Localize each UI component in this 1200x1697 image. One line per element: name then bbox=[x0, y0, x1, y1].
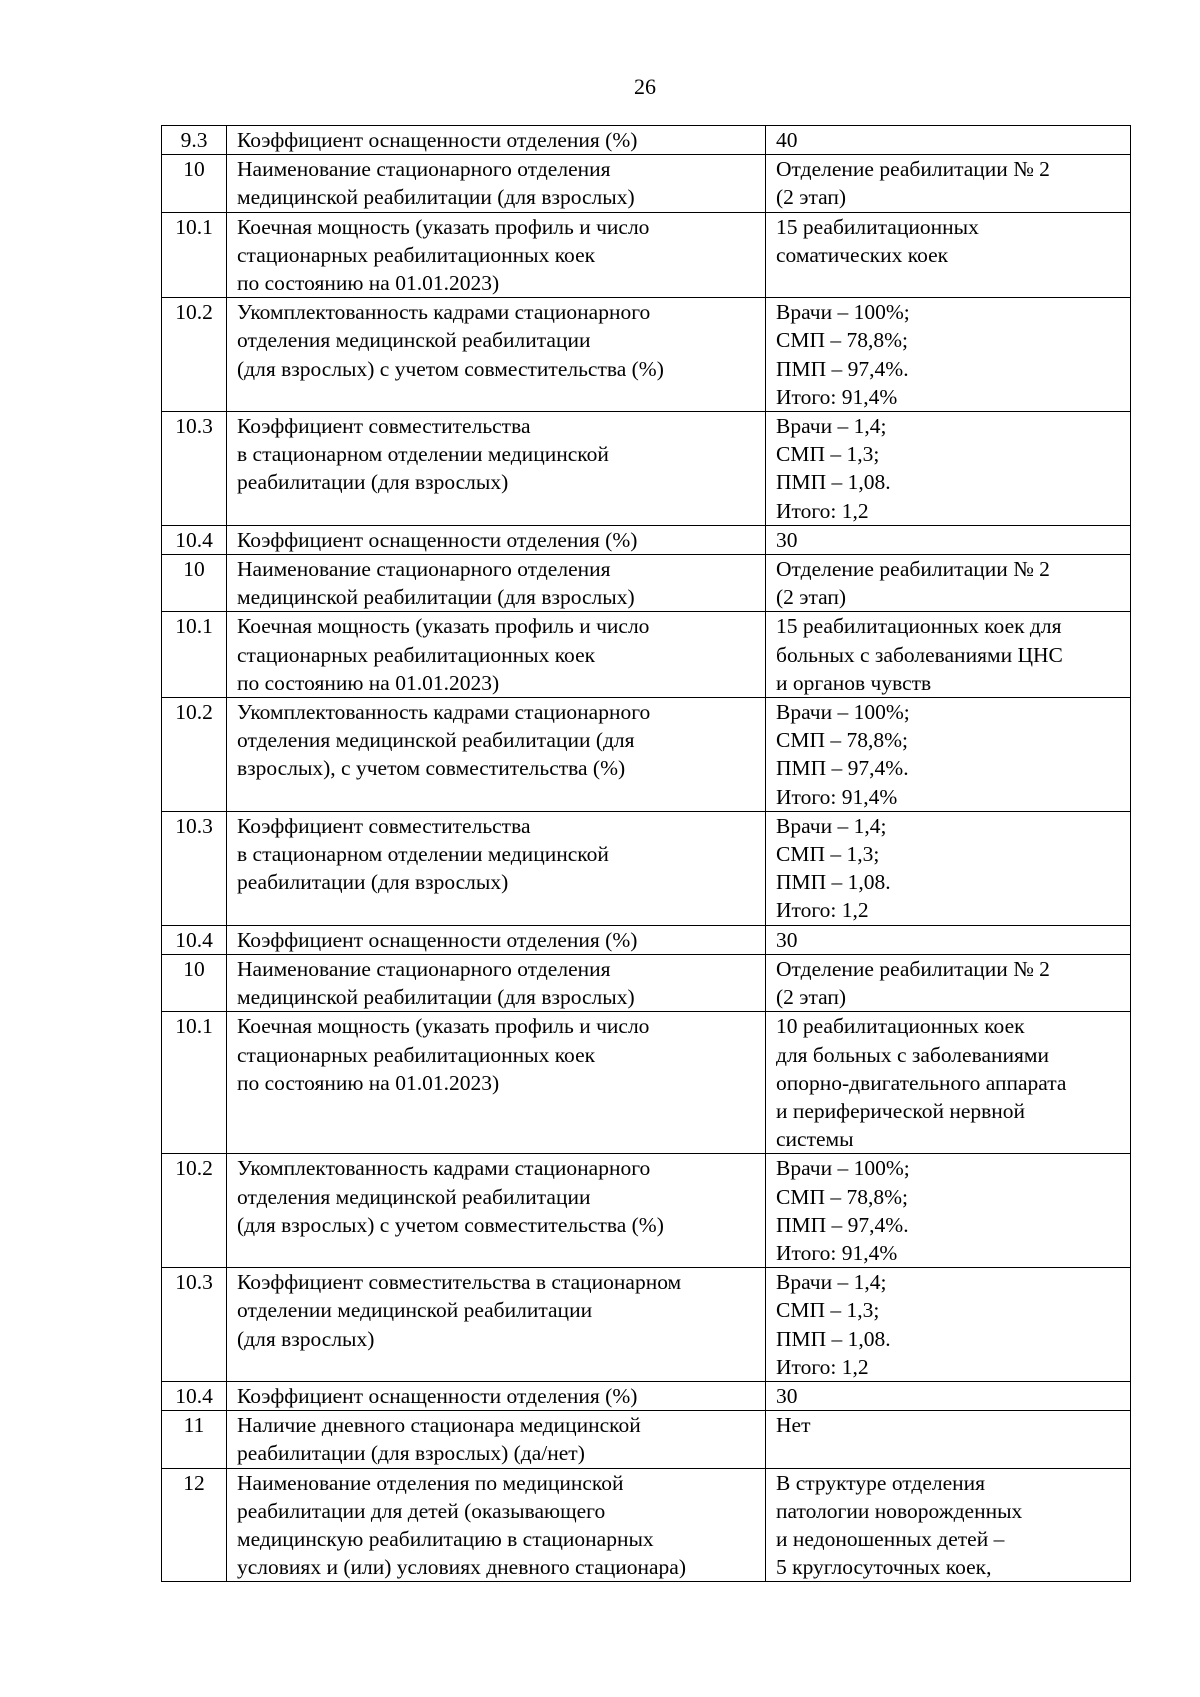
parameter-cell: Наименование стационарного отделения медицинской реабилитации (для взрослых) bbox=[227, 954, 766, 1011]
value-cell: Врачи – 100%; СМП – 78,8%; ПМП – 97,4%. Итого: 91,4% bbox=[766, 298, 1131, 412]
row-number: 9.3 bbox=[162, 126, 227, 155]
row-number: 10.1 bbox=[162, 1012, 227, 1154]
parameter-cell: Наличие дневного стационара медицинской реабилитации (для взрослых) (да/нет) bbox=[227, 1411, 766, 1468]
row-number: 10.2 bbox=[162, 698, 227, 812]
value-cell: Отделение реабилитации № 2 (2 этап) bbox=[766, 954, 1131, 1011]
row-number: 10.4 bbox=[162, 525, 227, 554]
row-number: 10.1 bbox=[162, 212, 227, 298]
table-row bbox=[162, 1381, 1131, 1410]
value-cell: Врачи – 1,4; СМП – 1,3; ПМП – 1,08. Итого: 1,2 bbox=[766, 1268, 1131, 1382]
table-row bbox=[162, 126, 1131, 155]
table-row bbox=[162, 612, 1131, 698]
value-cell: 15 реабилитационных соматических коек bbox=[766, 212, 1131, 298]
row-number: 10.3 bbox=[162, 811, 227, 925]
parameter-cell: Коечная мощность (указать профиль и число стационарных реабилитационных коек по состоянию на 01.01.2023) bbox=[227, 612, 766, 698]
value-cell: В структуре отделения патологии новорожденных и недоношенных детей – 5 круглосуточных коек, bbox=[766, 1468, 1131, 1582]
parameter-cell: Коечная мощность (указать профиль и число стационарных реабилитационных коек по состоянию на 01.01.2023) bbox=[227, 212, 766, 298]
table-row bbox=[162, 698, 1131, 812]
row-number: 10 bbox=[162, 954, 227, 1011]
table-row bbox=[162, 298, 1131, 412]
table-row bbox=[162, 1012, 1131, 1154]
row-number: 10.2 bbox=[162, 1154, 227, 1268]
value-cell: 15 реабилитационных коек для больных с заболеваниями ЦНС и органов чувств bbox=[766, 612, 1131, 698]
table-body bbox=[162, 126, 1131, 1582]
table-row bbox=[162, 412, 1131, 526]
row-number: 11 bbox=[162, 1411, 227, 1468]
parameter-cell: Укомплектованность кадрами стационарного отделения медицинской реабилитации (для взрослых) с учетом совместительства (%) bbox=[227, 298, 766, 412]
parameter-cell: Укомплектованность кадрами стационарного отделения медицинской реабилитации (для взрослых) с учетом совместительства (%) bbox=[227, 1154, 766, 1268]
row-number: 10.1 bbox=[162, 612, 227, 698]
parameter-cell: Коечная мощность (указать профиль и число стационарных реабилитационных коек по состоянию на 01.01.2023) bbox=[227, 1012, 766, 1154]
value-cell: 30 bbox=[766, 925, 1131, 954]
value-cell: Врачи – 100%; СМП – 78,8%; ПМП – 97,4%. Итого: 91,4% bbox=[766, 698, 1131, 812]
page-number: 26 bbox=[634, 74, 656, 99]
parameter-cell: Укомплектованность кадрами стационарного отделения медицинской реабилитации (для взрослых), с учетом совместительства (%) bbox=[227, 698, 766, 812]
table-row bbox=[162, 811, 1131, 925]
row-number: 10 bbox=[162, 555, 227, 612]
row-number: 12 bbox=[162, 1468, 227, 1582]
parameter-cell: Наименование стационарного отделения медицинской реабилитации (для взрослых) bbox=[227, 155, 766, 212]
parameter-cell: Коэффициент совместительства в стационарном отделении медицинской реабилитации (для взрослых) bbox=[227, 412, 766, 526]
value-cell: 30 bbox=[766, 1381, 1131, 1410]
table-row bbox=[162, 155, 1131, 212]
table-row bbox=[162, 1268, 1131, 1382]
parameter-cell: Наименование стационарного отделения медицинской реабилитации (для взрослых) bbox=[227, 555, 766, 612]
value-cell: Отделение реабилитации № 2 (2 этап) bbox=[766, 155, 1131, 212]
value-cell: 40 bbox=[766, 126, 1131, 155]
parameter-cell: Коэффициент оснащенности отделения (%) bbox=[227, 525, 766, 554]
row-number: 10.3 bbox=[162, 412, 227, 526]
value-cell: Врачи – 1,4; СМП – 1,3; ПМП – 1,08. Итого: 1,2 bbox=[766, 412, 1131, 526]
value-cell: Отделение реабилитации № 2 (2 этап) bbox=[766, 555, 1131, 612]
parameter-cell: Коэффициент оснащенности отделения (%) bbox=[227, 1381, 766, 1410]
parameter-cell: Коэффициент оснащенности отделения (%) bbox=[227, 925, 766, 954]
parameter-cell: Коэффициент совместительства в стационарном отделении медицинской реабилитации (для взрослых) bbox=[227, 1268, 766, 1382]
table-row bbox=[162, 954, 1131, 1011]
row-number: 10.4 bbox=[162, 925, 227, 954]
rehabilitation-table bbox=[161, 125, 1131, 1582]
parameter-cell: Наименование отделения по медицинской реабилитации для детей (оказывающего медицинскую реабилитацию в стационарных условиях и (или) условиях дневного стационара) bbox=[227, 1468, 766, 1582]
table-row bbox=[162, 925, 1131, 954]
value-cell: 30 bbox=[766, 525, 1131, 554]
row-number: 10.4 bbox=[162, 1381, 227, 1410]
parameter-cell: Коэффициент совместительства в стационарном отделении медицинской реабилитации (для взрослых) bbox=[227, 811, 766, 925]
row-number: 10.3 bbox=[162, 1268, 227, 1382]
row-number: 10 bbox=[162, 155, 227, 212]
table-row bbox=[162, 1154, 1131, 1268]
table-row bbox=[162, 555, 1131, 612]
table-row bbox=[162, 1411, 1131, 1468]
table-row bbox=[162, 1468, 1131, 1582]
table-row bbox=[162, 525, 1131, 554]
table-row bbox=[162, 212, 1131, 298]
value-cell: Нет bbox=[766, 1411, 1131, 1468]
value-cell: Врачи – 100%; СМП – 78,8%; ПМП – 97,4%. Итого: 91,4% bbox=[766, 1154, 1131, 1268]
parameter-cell: Коэффициент оснащенности отделения (%) bbox=[227, 126, 766, 155]
value-cell: Врачи – 1,4; СМП – 1,3; ПМП – 1,08. Итого: 1,2 bbox=[766, 811, 1131, 925]
value-cell: 10 реабилитационных коек для больных с заболеваниями опорно-двигательного аппарата и периферической нервной системы bbox=[766, 1012, 1131, 1154]
row-number: 10.2 bbox=[162, 298, 227, 412]
